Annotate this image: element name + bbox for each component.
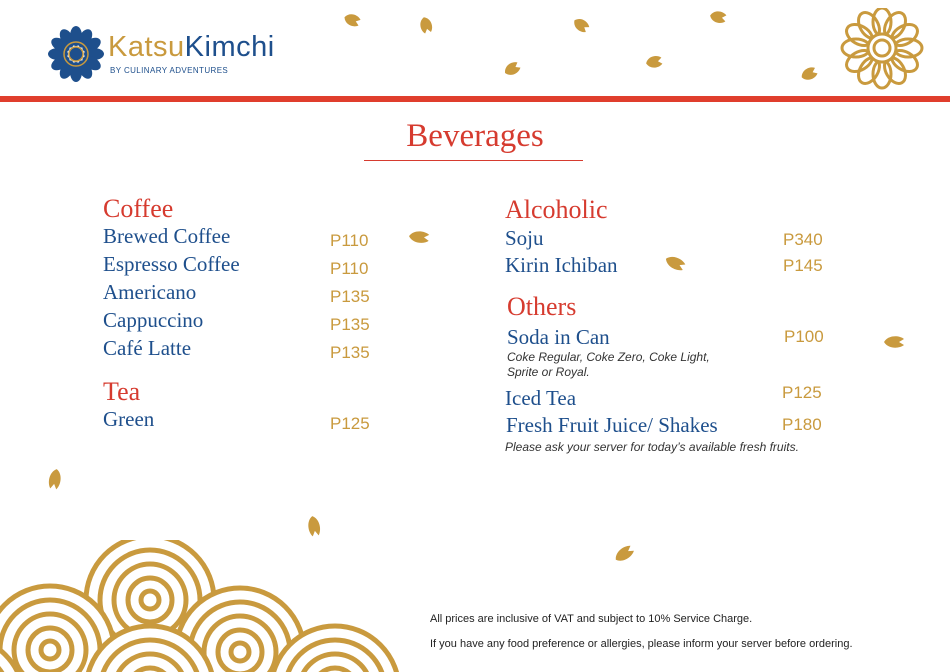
brand-name-part2: Kimchi (184, 31, 275, 63)
petal-icon (343, 13, 361, 27)
menu-item-price: P125 (782, 383, 822, 402)
brand-name-part1: Katsu (108, 31, 185, 63)
footer-vat-note: All prices are inclusive of VAT and subject to 10% Service Charge. (430, 613, 753, 625)
menu-item-price: P110 (330, 231, 369, 250)
brand-name (108, 30, 275, 64)
petal-icon (800, 66, 818, 82)
menu-item-price: P135 (330, 315, 370, 334)
petal-icon (408, 229, 430, 245)
petal-icon (883, 334, 905, 350)
menu-item-price: P125 (330, 414, 370, 433)
menu-item-name: Soju (505, 226, 544, 250)
header-divider (0, 96, 950, 102)
page-title: Beverages (406, 118, 544, 154)
menu-item-name: Fresh Fruit Juice/ Shakes (506, 413, 718, 437)
petal-icon (306, 515, 322, 537)
section-title-coffee: Coffee (103, 194, 174, 223)
petal-icon (645, 55, 663, 69)
menu-item-price: P100 (784, 327, 824, 346)
petal-icon (664, 254, 686, 272)
menu-item-price: P135 (330, 343, 370, 362)
footer-allergy-note: If you have any food preference or allergies, please inform your server before ordering. (430, 638, 853, 650)
logo-flower-icon (47, 25, 105, 83)
petal-icon (418, 16, 434, 34)
menu-item-name: Café Latte (103, 336, 192, 360)
wave-pattern-decoration (0, 540, 420, 672)
menu-item-note: Coke Regular, Coke Zero, Coke Light, (507, 350, 710, 364)
menu-item-price: P110 (330, 259, 369, 278)
brand-tagline: BY CULINARY ADVENTURES (110, 66, 229, 75)
menu-item-price: P180 (782, 415, 822, 434)
menu-item-name: Soda in Can (507, 325, 610, 349)
section-title-alcoholic: Alcoholic (505, 195, 608, 224)
menu-item-price: P340 (783, 230, 823, 249)
menu-item-price: P135 (330, 287, 370, 306)
petal-icon (503, 61, 521, 77)
petal-icon (47, 468, 63, 490)
title-underline (364, 160, 583, 161)
petal-icon (572, 17, 590, 33)
section-title-others: Others (507, 292, 577, 321)
menu-item-name: Kirin Ichiban (505, 253, 618, 277)
menu-item-name: Green (103, 407, 155, 431)
petal-icon (613, 545, 635, 563)
menu-item-name: Iced Tea (505, 386, 577, 410)
section-title-tea: Tea (103, 377, 141, 406)
menu-item-price: P145 (783, 256, 823, 275)
menu-item-note: Please ask your server for today’s available fresh fruits. (505, 440, 799, 454)
menu-item-note: Sprite or Royal. (507, 365, 590, 379)
chrysanthemum-decoration-icon (826, 8, 938, 92)
menu-item-name: Cappuccino (103, 308, 204, 332)
petal-icon (709, 10, 727, 24)
menu-item-name: Brewed Coffee (103, 224, 231, 248)
menu-item-name: Espresso Coffee (103, 252, 240, 276)
menu-item-name: Americano (103, 280, 197, 304)
